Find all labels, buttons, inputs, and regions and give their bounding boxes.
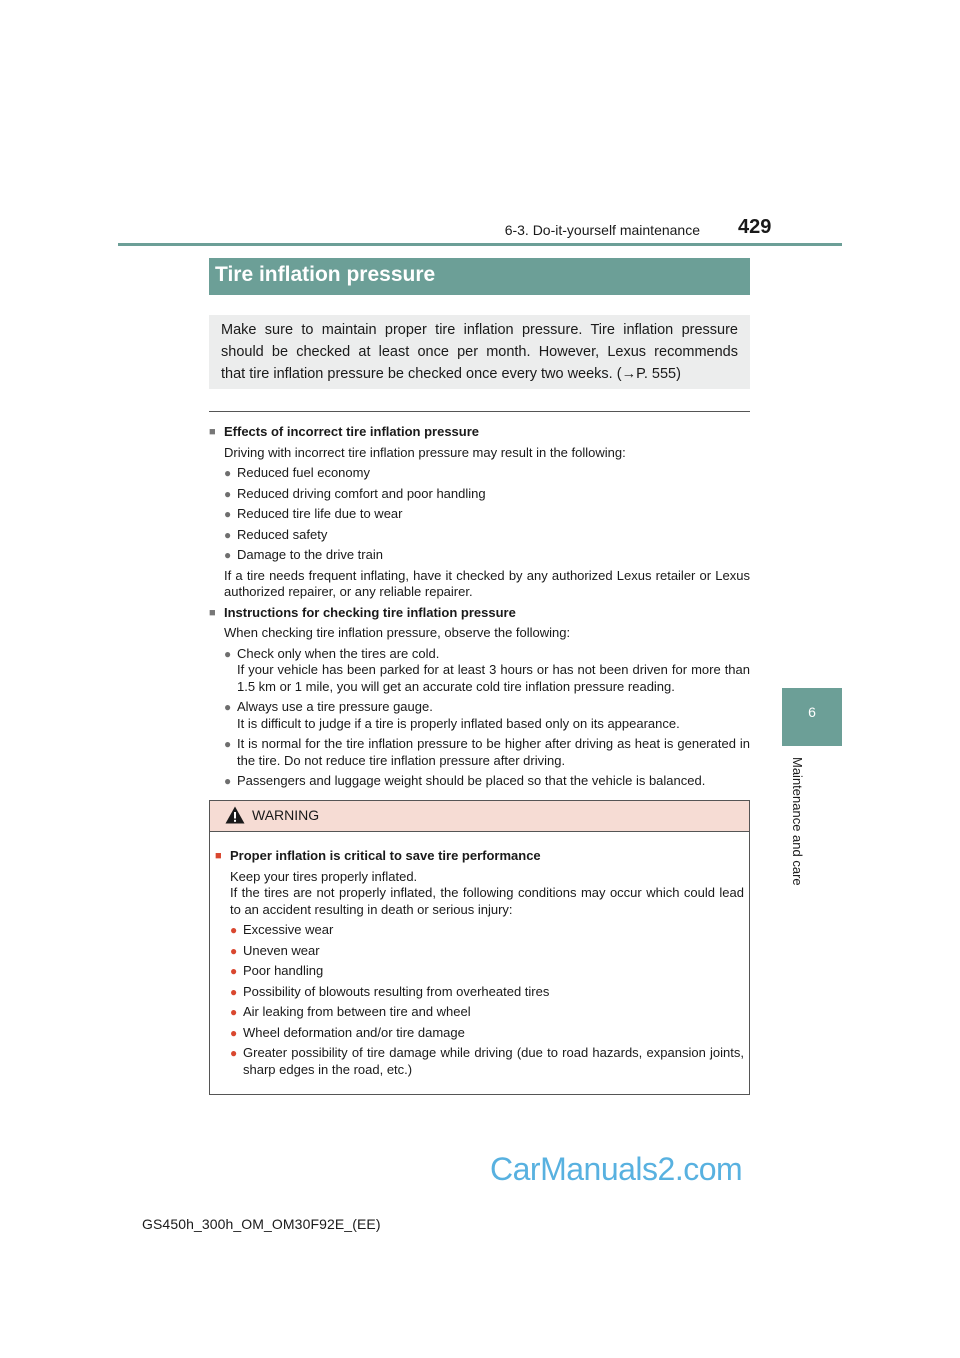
watermark: CarManuals2.com <box>490 1151 743 1187</box>
warning-heading: ■ Proper inflation is critical to save tire performance <box>215 848 744 865</box>
bullet-icon: ● <box>224 737 232 751</box>
intro-line: should be checked at least once per month. However, Lexus recommends <box>221 344 738 360</box>
chapter-label: Maintenance and care <box>790 757 805 886</box>
list-item: ● Always use a tire pressure gauge. It is difficult to judge if a tire is properly inflated based only on its appearance. <box>224 699 680 731</box>
warning-box <box>209 800 750 1095</box>
list-item: ● Reduced fuel economy <box>224 465 370 480</box>
list-item: ● Poor handling <box>230 963 324 978</box>
bullet-icon: ● <box>230 1005 238 1019</box>
page-number: 429 <box>738 216 772 238</box>
effects-heading: ■ Effects of incorrect tire inflation pressure <box>209 424 750 441</box>
warning-content <box>210 832 749 1078</box>
list-item: ● Uneven wear <box>230 942 320 958</box>
warning-triangle-icon <box>225 806 245 824</box>
bullet-icon: ● <box>224 466 232 480</box>
list-item: ● Air leaking from between tire and wheel <box>230 1004 471 1019</box>
document-code: GS450h_300h_OM_OM30F92E_(EE) <box>142 1216 381 1232</box>
list-item: ● Wheel deformation and/or tire damage <box>230 1024 465 1040</box>
bullet-icon: ● <box>224 700 232 714</box>
bullet-icon: ● <box>230 984 238 999</box>
list-item: ● Reduced tire life due to wear <box>224 506 403 521</box>
warning-label: WARNING <box>252 807 320 823</box>
warning-lead: Keep your tires properly inflated. If the tires are not properly inflated, the following conditions may occur which could lead to an accident resulting in death or serious injury: <box>230 868 744 917</box>
bullet-icon: ● <box>224 646 232 661</box>
list-item: ● Excessive wear <box>230 922 334 937</box>
bullet-icon: ● <box>224 548 232 562</box>
effects-note: If a tire needs frequent inflating, have it checked by any authorized Lexus retailer or Lexus authorized repairer, or any reliable repairer. <box>224 567 750 599</box>
instructions-heading: ■ Instructions for checking tire inflation pressure <box>209 605 750 622</box>
bullet-icon: ● <box>224 774 232 788</box>
main-content <box>209 420 750 790</box>
list-item: ● Reduced driving comfort and poor handling <box>224 485 486 501</box>
list-item: ● Possibility of blowouts resulting from overheated tires <box>230 983 550 999</box>
list-item: ● It is normal for the tire inflation pressure to be higher after driving as heat is generated in the tire. Do not reduce tire inflation pressure after driving. <box>224 736 750 768</box>
list-item: ● Passengers and luggage weight should be placed so that the vehicle is balanced. <box>224 773 706 788</box>
warning-header <box>210 801 749 832</box>
section-divider <box>209 411 750 412</box>
list-item: ● Damage to the drive train <box>224 547 383 562</box>
instructions-lead: When checking tire inflation pressure, observe the following: <box>224 625 571 640</box>
list-item: ● Reduced safety <box>224 526 328 542</box>
header-rule <box>118 243 842 246</box>
list-item: ● Check only when the tires are cold. If your vehicle has been parked for at least 3 hours or has not been driven for more than 1.5 km or 1 mile, you will get an accurate cold tire inflation pressure reading. <box>224 645 750 694</box>
intro-line: that tire inflation pressure be checked once every two weeks. (→P. 555) <box>221 366 681 382</box>
section-label: 6-3. Do-it-yourself maintenance <box>504 222 700 238</box>
list-item: ● Greater possibility of tire damage while driving (due to road hazards, expansion joints, sharp edges in the road, etc.) <box>230 1045 744 1077</box>
bullet-icon: ● <box>230 943 238 958</box>
bullet-icon: ● <box>230 1025 238 1040</box>
intro-box <box>209 315 750 389</box>
bullet-icon: ● <box>224 527 232 542</box>
page-title: Tire inflation pressure <box>209 258 750 295</box>
bullet-icon: ● <box>230 1046 238 1060</box>
bullet-icon: ● <box>224 486 232 501</box>
chapter-tab: 6 <box>782 688 842 746</box>
intro-line: Make sure to maintain proper tire inflation pressure. Tire inflation pressure <box>221 322 738 338</box>
bullet-icon: ● <box>230 964 238 978</box>
bullet-icon: ● <box>224 507 232 521</box>
effects-lead: Driving with incorrect tire inflation pressure may result in the following: <box>224 444 626 460</box>
bullet-icon: ● <box>230 923 238 937</box>
